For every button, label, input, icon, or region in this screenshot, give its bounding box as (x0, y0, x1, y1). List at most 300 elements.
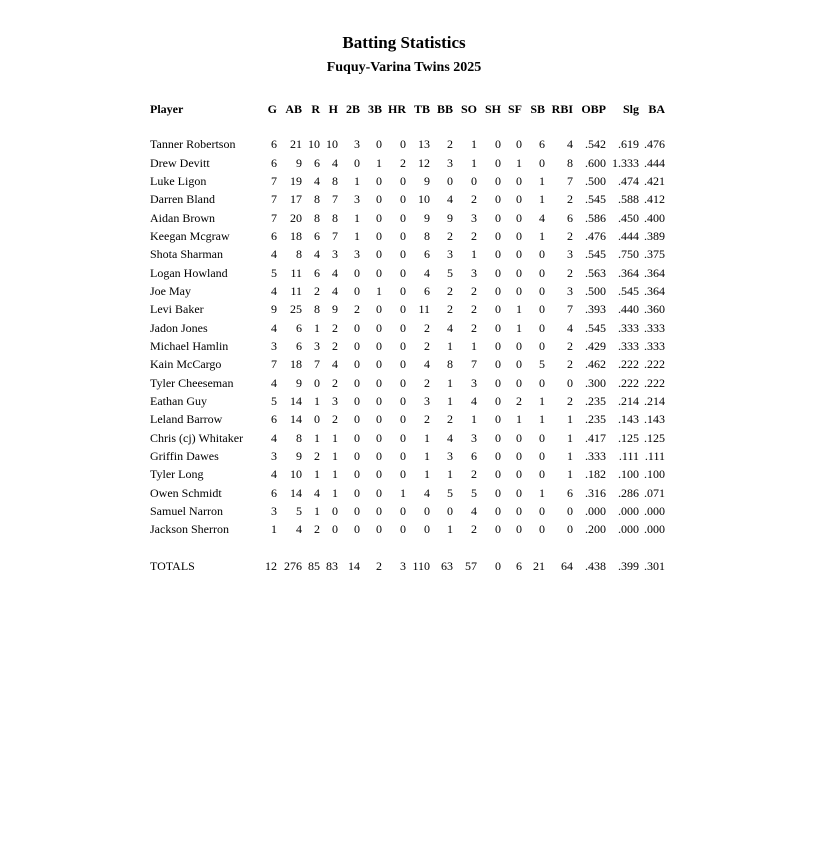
stat-slg: .125 (618, 430, 639, 445)
stat-sb: 1 (539, 173, 545, 188)
stat-sh: 0 (495, 522, 501, 537)
stat-sb: 1 (539, 393, 545, 408)
stat-so: 1 (471, 338, 477, 353)
stat-2b: 3 (354, 192, 360, 207)
stat-ba: .476 (644, 137, 665, 152)
stat-h: 2 (332, 412, 338, 427)
stat-so: 1 (471, 137, 477, 152)
stat-slg: .111 (618, 449, 639, 464)
stat-sb: 0 (539, 504, 545, 519)
stat-sb: 0 (539, 338, 545, 353)
stat-sb: 5 (539, 357, 545, 372)
stat-ab: 18 (290, 228, 302, 243)
stat-sb: 21 (533, 558, 545, 573)
stat-sf: 0 (516, 247, 522, 262)
column-header-hr: HR (388, 102, 406, 116)
stat-sf: 0 (516, 265, 522, 280)
stat-tb: 1 (424, 449, 430, 464)
stat-3b: 0 (376, 393, 382, 408)
stat-slg: .222 (618, 357, 639, 372)
stat-2b: 0 (354, 338, 360, 353)
stat-ab: 9 (296, 375, 302, 390)
stat-h: 9 (332, 302, 338, 317)
stat-rbi: 1 (567, 449, 573, 464)
stat-r: 2 (314, 449, 320, 464)
stat-slg: .619 (618, 137, 639, 152)
stat-sb: 1 (539, 228, 545, 243)
stat-sh: 0 (495, 228, 501, 243)
stat-obp: .429 (585, 338, 606, 353)
stat-r: 3 (314, 338, 320, 353)
stat-rbi: 8 (567, 155, 573, 170)
player-name: Darren Bland (150, 192, 215, 207)
stat-g: 4 (271, 320, 277, 335)
stat-ab: 8 (296, 247, 302, 262)
stat-obp: .600 (585, 155, 606, 170)
stat-bb: 3 (447, 247, 453, 262)
table-row (147, 355, 665, 373)
stat-ba: .389 (644, 228, 665, 243)
stat-sf: 1 (516, 302, 522, 317)
stat-rbi: 2 (567, 265, 573, 280)
player-name: Tyler Long (150, 467, 204, 482)
stat-h: 8 (332, 173, 338, 188)
stat-ba: .444 (644, 155, 665, 170)
stat-so: 57 (465, 558, 477, 573)
stat-3b: 0 (376, 302, 382, 317)
stat-tb: 2 (424, 375, 430, 390)
stat-g: 6 (271, 412, 277, 427)
stat-hr: 1 (400, 485, 406, 500)
stat-sb: 0 (539, 467, 545, 482)
table-row (147, 263, 665, 281)
stat-rbi: 4 (567, 137, 573, 152)
stat-r: 1 (314, 467, 320, 482)
column-header-ab: AB (285, 102, 302, 116)
stat-ba: .222 (644, 375, 665, 390)
spacer-row (147, 539, 665, 557)
stat-g: 6 (271, 137, 277, 152)
stat-slg: .545 (618, 283, 639, 298)
stat-sb: 0 (539, 155, 545, 170)
stat-h: 7 (332, 228, 338, 243)
spacer-row (147, 119, 665, 135)
stat-3b: 0 (376, 357, 382, 372)
stat-ba: .333 (644, 320, 665, 335)
stat-3b: 0 (376, 430, 382, 445)
column-header-2b: 2B (345, 102, 360, 116)
stat-ab: 11 (290, 283, 302, 298)
stat-tb: 4 (424, 357, 430, 372)
stat-sh: 0 (495, 430, 501, 445)
stat-3b: 0 (376, 320, 382, 335)
stat-g: 7 (271, 357, 277, 372)
stat-r: 8 (314, 210, 320, 225)
stat-sh: 0 (495, 558, 501, 573)
stat-2b: 1 (354, 210, 360, 225)
stat-ab: 276 (284, 558, 302, 573)
table-header-row (147, 99, 665, 119)
stat-ab: 14 (290, 393, 302, 408)
stat-sf: 0 (516, 522, 522, 537)
stat-bb: 3 (447, 155, 453, 170)
stat-rbi: 1 (567, 467, 573, 482)
stat-rbi: 7 (567, 173, 573, 188)
stat-bb: 0 (447, 504, 453, 519)
stat-ab: 6 (296, 320, 302, 335)
stat-slg: .399 (618, 558, 639, 573)
stat-ba: .360 (644, 302, 665, 317)
stat-hr: 0 (400, 210, 406, 225)
stat-so: 4 (471, 504, 477, 519)
stat-bb: 5 (447, 485, 453, 500)
stat-obp: .438 (585, 558, 606, 573)
stat-g: 3 (271, 338, 277, 353)
player-name: Shota Sharman (150, 247, 223, 262)
stat-ba: .364 (644, 265, 665, 280)
player-name: Drew Devitt (150, 155, 210, 170)
stat-bb: 2 (447, 137, 453, 152)
table-row (147, 208, 665, 226)
stat-tb: 3 (424, 393, 430, 408)
stat-obp: .586 (585, 210, 606, 225)
stat-2b: 0 (354, 430, 360, 445)
stat-r: 0 (314, 412, 320, 427)
stat-2b: 0 (354, 320, 360, 335)
stat-3b: 0 (376, 449, 382, 464)
stat-sf: 0 (516, 338, 522, 353)
stat-r: 8 (314, 302, 320, 317)
stat-obp: .545 (585, 320, 606, 335)
stat-hr: 0 (400, 320, 406, 335)
table-row (147, 392, 665, 410)
stat-g: 3 (271, 449, 277, 464)
stat-sb: 0 (539, 375, 545, 390)
column-header-so: SO (460, 102, 477, 116)
stat-sf: 0 (516, 192, 522, 207)
stat-ba: .100 (644, 467, 665, 482)
stat-g: 5 (271, 265, 277, 280)
stat-sf: 0 (516, 430, 522, 445)
stat-2b: 0 (354, 375, 360, 390)
stat-slg: .450 (618, 210, 639, 225)
stat-2b: 3 (354, 247, 360, 262)
stat-hr: 0 (400, 283, 406, 298)
stat-2b: 0 (354, 393, 360, 408)
stat-obp: .235 (585, 393, 606, 408)
stat-bb: 1 (447, 522, 453, 537)
stat-bb: 2 (447, 412, 453, 427)
stat-hr: 0 (400, 467, 406, 482)
stat-2b: 0 (354, 155, 360, 170)
stat-3b: 0 (376, 192, 382, 207)
table-row (147, 172, 665, 190)
stat-2b: 2 (354, 302, 360, 317)
stat-r: 2 (314, 283, 320, 298)
stat-ab: 6 (296, 338, 302, 353)
stat-hr: 2 (400, 155, 406, 170)
stat-sf: 0 (516, 228, 522, 243)
column-header-ba: BA (648, 102, 665, 116)
stat-g: 4 (271, 467, 277, 482)
player-name: Jadon Jones (150, 320, 208, 335)
stat-hr: 0 (400, 357, 406, 372)
player-name: Griffin Dawes (150, 449, 219, 464)
column-header-sh: SH (484, 102, 501, 116)
stat-tb: 13 (418, 137, 430, 152)
table-row (147, 337, 665, 355)
stat-hr: 0 (400, 375, 406, 390)
stat-tb: 0 (424, 522, 430, 537)
stat-sb: 6 (539, 137, 545, 152)
stat-so: 2 (471, 302, 477, 317)
stat-so: 2 (471, 228, 477, 243)
stat-g: 7 (271, 173, 277, 188)
column-header-obp: OBP (581, 102, 606, 116)
stat-sh: 0 (495, 338, 501, 353)
stat-h: 2 (332, 375, 338, 390)
stat-rbi: 6 (567, 485, 573, 500)
stat-ab: 19 (290, 173, 302, 188)
stat-sf: 0 (516, 375, 522, 390)
stat-r: 1 (314, 504, 320, 519)
stat-sh: 0 (495, 247, 501, 262)
stat-bb: 2 (447, 302, 453, 317)
stat-h: 4 (332, 283, 338, 298)
stat-r: 8 (314, 192, 320, 207)
stat-sf: 0 (516, 449, 522, 464)
stat-h: 2 (332, 320, 338, 335)
stat-2b: 3 (354, 137, 360, 152)
stat-sf: 0 (516, 357, 522, 372)
stat-slg: .364 (618, 265, 639, 280)
player-name: Joe May (150, 283, 191, 298)
stat-2b: 1 (354, 173, 360, 188)
stat-tb: 0 (424, 504, 430, 519)
stat-r: 6 (314, 265, 320, 280)
table-row (147, 520, 665, 538)
stat-r: 4 (314, 485, 320, 500)
stat-3b: 0 (376, 137, 382, 152)
stat-so: 2 (471, 192, 477, 207)
stat-hr: 0 (400, 412, 406, 427)
stat-sh: 0 (495, 302, 501, 317)
stat-g: 4 (271, 375, 277, 390)
player-name: Michael Hamlin (150, 338, 229, 353)
stat-tb: 2 (424, 412, 430, 427)
stat-obp: .182 (585, 467, 606, 482)
stat-rbi: 6 (567, 210, 573, 225)
stat-obp: .476 (585, 228, 606, 243)
batting-stats-table (147, 99, 665, 575)
stat-ab: 14 (290, 485, 302, 500)
stat-3b: 1 (376, 283, 382, 298)
stat-3b: 0 (376, 467, 382, 482)
stat-hr: 3 (400, 558, 406, 573)
stat-hr: 0 (400, 338, 406, 353)
stat-so: 5 (471, 485, 477, 500)
stat-3b: 0 (376, 485, 382, 500)
stat-ba: .125 (644, 430, 665, 445)
stat-sb: 0 (539, 430, 545, 445)
stat-bb: 4 (447, 320, 453, 335)
stat-sh: 0 (495, 265, 501, 280)
stat-ab: 11 (290, 265, 302, 280)
stat-ba: .000 (644, 504, 665, 519)
table-row (147, 227, 665, 245)
stat-h: 0 (332, 504, 338, 519)
stat-h: 3 (332, 247, 338, 262)
stat-sf: 0 (516, 283, 522, 298)
stat-bb: 2 (447, 283, 453, 298)
table-row (147, 447, 665, 465)
stat-2b: 0 (354, 485, 360, 500)
stat-sf: 6 (516, 558, 522, 573)
stat-tb: 6 (424, 283, 430, 298)
stat-h: 1 (332, 449, 338, 464)
stat-so: 1 (471, 247, 477, 262)
stat-tb: 4 (424, 485, 430, 500)
stat-so: 3 (471, 430, 477, 445)
stat-hr: 0 (400, 522, 406, 537)
stat-2b: 0 (354, 283, 360, 298)
stat-so: 2 (471, 283, 477, 298)
stat-r: 4 (314, 173, 320, 188)
stat-r: 1 (314, 320, 320, 335)
stat-h: 83 (326, 558, 338, 573)
stat-bb: 4 (447, 430, 453, 445)
stat-sh: 0 (495, 320, 501, 335)
stat-so: 7 (471, 357, 477, 372)
table-row (147, 484, 665, 502)
player-name: Leland Barrow (150, 412, 223, 427)
stat-sh: 0 (495, 173, 501, 188)
player-name: Luke Ligon (150, 173, 207, 188)
column-header-tb: TB (413, 102, 430, 116)
table-row (147, 190, 665, 208)
table-row (147, 282, 665, 300)
stat-sh: 0 (495, 192, 501, 207)
stat-sh: 0 (495, 412, 501, 427)
stat-r: 7 (314, 357, 320, 372)
stat-g: 5 (271, 393, 277, 408)
stat-tb: 110 (412, 558, 430, 573)
totals-row (147, 557, 665, 575)
stat-hr: 0 (400, 302, 406, 317)
stat-bb: 2 (447, 228, 453, 243)
stat-g: 12 (265, 558, 277, 573)
stat-3b: 2 (376, 558, 382, 573)
stat-sh: 0 (495, 357, 501, 372)
stat-tb: 10 (418, 192, 430, 207)
stat-tb: 9 (424, 210, 430, 225)
stat-slg: .000 (618, 504, 639, 519)
stat-tb: 1 (424, 430, 430, 445)
column-header-bb: BB (436, 102, 453, 116)
stat-sh: 0 (495, 283, 501, 298)
stat-hr: 0 (400, 247, 406, 262)
stat-bb: 5 (447, 265, 453, 280)
stat-sb: 0 (539, 247, 545, 262)
table-row (147, 502, 665, 520)
stat-ab: 4 (296, 522, 302, 537)
stat-sb: 0 (539, 302, 545, 317)
stat-obp: .316 (585, 485, 606, 500)
stat-sb: 0 (539, 320, 545, 335)
player-name: TOTALS (150, 558, 195, 573)
stat-2b: 14 (348, 558, 360, 573)
stat-2b: 0 (354, 412, 360, 427)
stat-obp: .545 (585, 192, 606, 207)
stat-ab: 25 (290, 302, 302, 317)
stat-so: 4 (471, 393, 477, 408)
stat-sh: 0 (495, 210, 501, 225)
stat-r: 1 (314, 393, 320, 408)
stat-slg: .286 (618, 485, 639, 500)
stat-h: 7 (332, 192, 338, 207)
stat-rbi: 2 (567, 228, 573, 243)
stat-2b: 0 (354, 504, 360, 519)
stat-g: 7 (271, 192, 277, 207)
stat-slg: .214 (618, 393, 639, 408)
stat-rbi: 3 (567, 283, 573, 298)
stat-sf: 0 (516, 485, 522, 500)
player-name: Tyler Cheeseman (150, 375, 234, 390)
stat-ba: .000 (644, 522, 665, 537)
stat-ba: .111 (644, 449, 665, 464)
stat-2b: 1 (354, 228, 360, 243)
stat-so: 3 (471, 265, 477, 280)
stat-tb: 2 (424, 320, 430, 335)
stat-hr: 0 (400, 393, 406, 408)
stat-2b: 0 (354, 449, 360, 464)
column-header-h: H (328, 102, 338, 116)
stat-ab: 14 (290, 412, 302, 427)
stat-so: 1 (471, 155, 477, 170)
stat-sb: 1 (539, 485, 545, 500)
stat-h: 0 (332, 522, 338, 537)
player-name: Chris (cj) Whitaker (150, 430, 244, 445)
stat-sh: 0 (495, 393, 501, 408)
stat-sb: 0 (539, 283, 545, 298)
stat-tb: 9 (424, 173, 430, 188)
stat-so: 2 (471, 320, 477, 335)
stat-3b: 0 (376, 228, 382, 243)
stat-r: 6 (314, 228, 320, 243)
stat-g: 9 (271, 302, 277, 317)
page-subtitle: Fuquy-Varina Twins 2025 (326, 60, 482, 75)
stat-rbi: 64 (561, 558, 573, 573)
stat-ba: .143 (644, 412, 665, 427)
player-name: Tanner Robertson (150, 137, 236, 152)
stat-ba: .421 (644, 173, 665, 188)
stat-sb: 1 (539, 412, 545, 427)
stat-obp: .563 (585, 265, 606, 280)
stat-sb: 1 (539, 192, 545, 207)
stat-hr: 0 (400, 192, 406, 207)
stat-obp: .462 (585, 357, 606, 372)
stat-ba: .412 (644, 192, 665, 207)
stat-obp: .333 (585, 449, 606, 464)
table-row (147, 135, 665, 153)
stat-g: 6 (271, 485, 277, 500)
stat-rbi: 0 (567, 504, 573, 519)
stat-tb: 11 (418, 302, 430, 317)
stat-sh: 0 (495, 449, 501, 464)
stat-slg: .100 (618, 467, 639, 482)
table-row (147, 410, 665, 428)
stat-so: 2 (471, 467, 477, 482)
